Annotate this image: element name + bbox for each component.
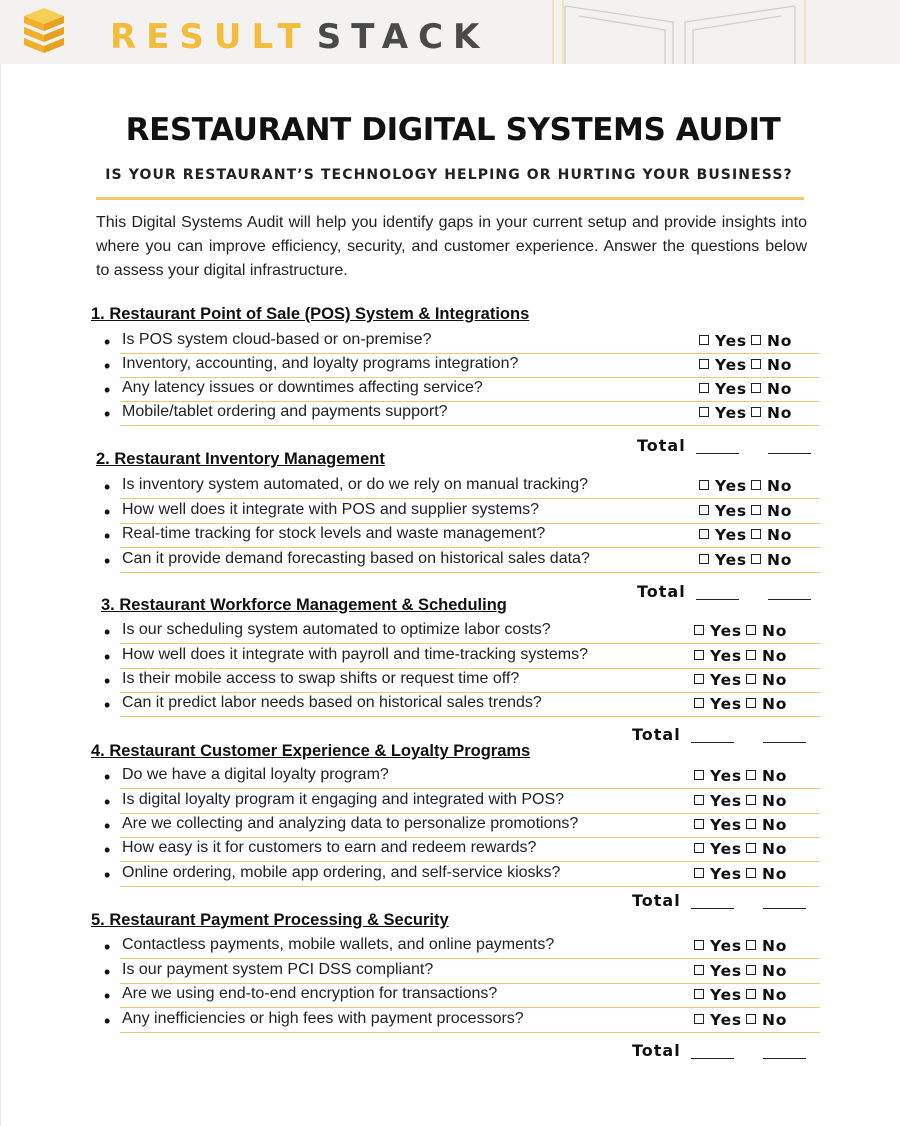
yes-label: Yes (710, 816, 742, 834)
yes-checkbox[interactable] (694, 819, 704, 829)
bullet-icon: • (104, 840, 111, 860)
question-underline (120, 547, 820, 548)
no-label: No (761, 647, 788, 665)
section-total-label: Total (637, 582, 686, 601)
yes-checkbox[interactable] (694, 625, 704, 635)
no-checkbox[interactable] (751, 383, 761, 393)
no-label: No (761, 937, 788, 955)
question-row (104, 354, 820, 378)
bullet-icon: • (104, 671, 111, 691)
bullet-icon: • (104, 792, 111, 812)
bullet-icon: • (104, 356, 111, 376)
total-no-blank[interactable] (763, 742, 806, 743)
section-title-3: 3. Restaurant Workforce Management & Scheduling (101, 596, 507, 614)
yes-checkbox[interactable] (699, 554, 709, 564)
section-title-4: 4. Restaurant Customer Experience & Loyalty Programs (91, 742, 531, 760)
question-row (104, 960, 820, 984)
bullet-icon: • (104, 962, 111, 982)
section-title-1: 1. Restaurant Point of Sale (POS) System & Integrations (91, 305, 530, 323)
yes-label: Yes (710, 671, 742, 689)
no-checkbox[interactable] (746, 795, 756, 805)
question-underline (120, 498, 820, 499)
yes-label: Yes (715, 404, 747, 422)
question-text: Any inefficiencies or high fees with payment processors? (122, 1010, 524, 1027)
yes-no-options (699, 404, 792, 422)
question-underline (120, 643, 820, 644)
no-checkbox[interactable] (751, 480, 761, 490)
question-text: Is our scheduling system automated to optimize labor costs? (122, 621, 551, 638)
bullet-icon: • (104, 865, 111, 885)
yes-checkbox[interactable] (694, 674, 704, 684)
no-label: No (761, 622, 788, 640)
bullet-icon: • (104, 502, 111, 522)
section-title-5: 5. Restaurant Payment Processing & Security (91, 911, 449, 929)
yes-checkbox[interactable] (699, 529, 709, 539)
yes-no-options (699, 380, 792, 398)
total-yes-blank[interactable] (696, 599, 739, 600)
question-underline (120, 788, 820, 789)
bullet-icon: • (104, 1011, 111, 1031)
yes-checkbox[interactable] (699, 335, 709, 345)
total-no-blank[interactable] (763, 908, 806, 909)
no-checkbox[interactable] (746, 868, 756, 878)
yes-label: Yes (710, 1011, 742, 1029)
bullet-icon: • (104, 937, 111, 957)
yes-no-options (694, 671, 787, 689)
question-underline (120, 716, 820, 717)
no-label: No (761, 1011, 788, 1029)
question-text: Can it provide demand forecasting based on historical sales data? (122, 550, 590, 567)
yes-no-options (694, 937, 787, 955)
bullet-icon: • (104, 622, 111, 642)
yes-no-options (699, 332, 792, 350)
no-checkbox[interactable] (746, 819, 756, 829)
no-label: No (766, 477, 793, 495)
no-label: No (761, 986, 788, 1004)
yes-no-options (699, 477, 792, 495)
yes-label: Yes (710, 767, 742, 785)
yes-checkbox[interactable] (694, 843, 704, 853)
no-label: No (761, 695, 788, 713)
yes-label: Yes (710, 792, 742, 810)
intro-paragraph: This Digital Systems Audit will help you identify gaps in your current setup and provide insights into where you can improve efficiency, security, and customer experience. Answer the questions below to assess your digital infrastructure. (96, 214, 807, 279)
question-row (104, 669, 820, 693)
no-checkbox[interactable] (746, 940, 756, 950)
no-checkbox[interactable] (746, 1014, 756, 1024)
question-row (104, 378, 820, 402)
yes-checkbox[interactable] (699, 383, 709, 393)
yes-no-options (694, 695, 787, 713)
total-yes-blank[interactable] (691, 742, 734, 743)
no-label: No (766, 356, 793, 374)
stacked-boxes-icon (20, 6, 68, 58)
no-checkbox[interactable] (746, 965, 756, 975)
no-checkbox[interactable] (751, 359, 761, 369)
yes-checkbox[interactable] (694, 989, 704, 999)
no-checkbox[interactable] (746, 698, 756, 708)
question-text: Real-time tracking for stock levels and waste management? (122, 525, 546, 542)
yes-no-options (694, 840, 787, 858)
question-text: Inventory, accounting, and loyalty programs integration? (122, 355, 519, 372)
question-row (104, 693, 820, 717)
no-label: No (766, 332, 793, 350)
no-checkbox[interactable] (746, 650, 756, 660)
bullet-icon: • (104, 816, 111, 836)
question-text: How well does it integrate with POS and supplier systems? (122, 501, 540, 518)
bullet-icon: • (104, 404, 111, 424)
question-text: How well does it integrate with payroll and time-tracking systems? (122, 646, 588, 663)
bullet-icon: • (104, 647, 111, 667)
bullet-icon: • (104, 551, 111, 571)
question-row (104, 935, 820, 959)
yes-checkbox[interactable] (694, 650, 704, 660)
question-row (104, 620, 820, 644)
yes-checkbox[interactable] (699, 505, 709, 515)
no-label: No (761, 865, 788, 883)
no-label: No (761, 767, 788, 785)
yes-no-options (694, 767, 787, 785)
page-edge-line (0, 64, 1, 1126)
yes-label: Yes (715, 526, 747, 544)
yes-label: Yes (715, 380, 747, 398)
yes-label: Yes (710, 647, 742, 665)
yes-checkbox[interactable] (694, 965, 704, 975)
question-underline (120, 958, 820, 959)
question-text: Do we have a digital loyalty program? (122, 766, 389, 783)
question-text: Are we using end-to-end encryption for transactions? (122, 985, 498, 1002)
no-checkbox[interactable] (746, 770, 756, 780)
section-total-label: Total (637, 436, 686, 455)
question-text: Contactless payments, mobile wallets, and online payments? (122, 936, 555, 953)
total-no-blank[interactable] (768, 599, 811, 600)
bullet-icon: • (104, 526, 111, 546)
section-total-label: Total (632, 891, 681, 910)
no-checkbox[interactable] (746, 843, 756, 853)
no-label: No (766, 380, 793, 398)
question-underline (120, 1007, 820, 1008)
no-checkbox[interactable] (751, 407, 761, 417)
yes-no-options (694, 622, 787, 640)
yes-label: Yes (710, 986, 742, 1004)
yes-label: Yes (710, 695, 742, 713)
question-row (104, 863, 820, 887)
brand-name (110, 13, 489, 61)
question-row (104, 549, 820, 573)
header-bar (0, 0, 900, 64)
no-checkbox[interactable] (746, 625, 756, 635)
no-checkbox[interactable] (751, 335, 761, 345)
yes-label: Yes (715, 332, 747, 350)
question-row (104, 984, 820, 1008)
question-text: Online ordering, mobile app ordering, and self-service kiosks? (122, 864, 561, 881)
yes-label: Yes (710, 865, 742, 883)
yes-no-options (694, 1011, 787, 1029)
question-row (104, 402, 820, 426)
total-yes-blank[interactable] (691, 908, 734, 909)
total-yes-blank[interactable] (691, 1058, 734, 1059)
no-checkbox[interactable] (751, 554, 761, 564)
no-label: No (761, 792, 788, 810)
yes-no-options (699, 551, 792, 569)
question-text: Mobile/tablet ordering and payments support? (122, 403, 448, 420)
no-label: No (766, 526, 793, 544)
decorative-book-lines (545, 0, 815, 64)
question-text: Is inventory system automated, or do we rely on manual tracking? (122, 476, 588, 493)
no-checkbox[interactable] (746, 989, 756, 999)
question-text: Is POS system cloud-based or on-premise? (122, 331, 432, 348)
yes-no-options (694, 865, 787, 883)
yes-label: Yes (710, 937, 742, 955)
yes-label: Yes (710, 840, 742, 858)
bullet-icon: • (104, 986, 111, 1006)
question-underline (120, 572, 820, 573)
yes-no-options (694, 816, 787, 834)
no-label: No (761, 962, 788, 980)
no-label: No (766, 551, 793, 569)
question-underline (120, 886, 820, 887)
question-underline (120, 425, 820, 426)
page-subtitle: IS YOUR RESTAURANT’S TECHNOLOGY HELPING OR HURTING YOUR BUSINESS? (105, 167, 793, 183)
bullet-icon: • (104, 477, 111, 497)
no-label: No (766, 502, 793, 520)
total-yes-blank[interactable] (696, 453, 739, 454)
no-checkbox[interactable] (751, 529, 761, 539)
question-row (104, 475, 820, 499)
yes-label: Yes (710, 962, 742, 980)
yes-no-options (699, 502, 792, 520)
subtitle-divider (96, 197, 804, 200)
question-row (104, 814, 820, 838)
yes-checkbox[interactable] (699, 407, 709, 417)
question-row (104, 765, 820, 789)
yes-checkbox[interactable] (694, 698, 704, 708)
section-total-label: Total (632, 725, 681, 744)
section-total-label: Total (632, 1041, 681, 1060)
brand-word-stack: STACK (316, 17, 490, 57)
yes-checkbox[interactable] (694, 770, 704, 780)
question-row (104, 330, 820, 354)
bullet-icon: • (104, 695, 111, 715)
total-no-blank[interactable] (768, 453, 811, 454)
question-underline (120, 1032, 820, 1033)
total-no-blank[interactable] (763, 1058, 806, 1059)
question-text: Can it predict labor needs based on historical sales trends? (122, 694, 542, 711)
brand-word-result: RESULT (110, 17, 311, 57)
yes-no-options (694, 962, 787, 980)
yes-checkbox[interactable] (694, 1014, 704, 1024)
yes-no-options (694, 986, 787, 1004)
no-checkbox[interactable] (746, 674, 756, 684)
yes-no-options (694, 792, 787, 810)
no-checkbox[interactable] (751, 505, 761, 515)
yes-label: Yes (715, 502, 747, 520)
yes-label: Yes (715, 551, 747, 569)
section-title-2: 2. Restaurant Inventory Management (96, 450, 385, 468)
question-underline (120, 861, 820, 862)
question-row (104, 500, 820, 524)
yes-checkbox[interactable] (694, 940, 704, 950)
yes-no-options (694, 647, 787, 665)
yes-checkbox[interactable] (694, 868, 704, 878)
yes-no-options (699, 356, 792, 374)
question-text: Is their mobile access to swap shifts or request time off? (122, 670, 520, 687)
question-row (104, 645, 820, 669)
yes-label: Yes (715, 356, 747, 374)
question-text: Is digital loyalty program it engaging and integrated with POS? (122, 791, 565, 808)
question-text: Is our payment system PCI DSS compliant? (122, 961, 434, 978)
yes-label: Yes (715, 477, 747, 495)
bullet-icon: • (104, 332, 111, 352)
question-text: How easy is it for customers to earn and redeem rewards? (122, 839, 537, 856)
yes-checkbox[interactable] (694, 795, 704, 805)
page-title: RESTAURANT DIGITAL SYSTEMS AUDIT (125, 112, 781, 148)
question-row (104, 790, 820, 814)
yes-checkbox[interactable] (699, 480, 709, 490)
no-label: No (761, 816, 788, 834)
question-row (104, 1009, 820, 1033)
yes-label: Yes (710, 622, 742, 640)
question-text: Any latency issues or downtimes affecting service? (122, 379, 483, 396)
yes-checkbox[interactable] (699, 359, 709, 369)
yes-no-options (699, 526, 792, 544)
no-label: No (761, 671, 788, 689)
question-row (104, 838, 820, 862)
bullet-icon: • (104, 767, 111, 787)
question-text: Are we collecting and analyzing data to personalize promotions? (122, 815, 579, 832)
question-row (104, 524, 820, 548)
no-label: No (766, 404, 793, 422)
no-label: No (761, 840, 788, 858)
bullet-icon: • (104, 380, 111, 400)
